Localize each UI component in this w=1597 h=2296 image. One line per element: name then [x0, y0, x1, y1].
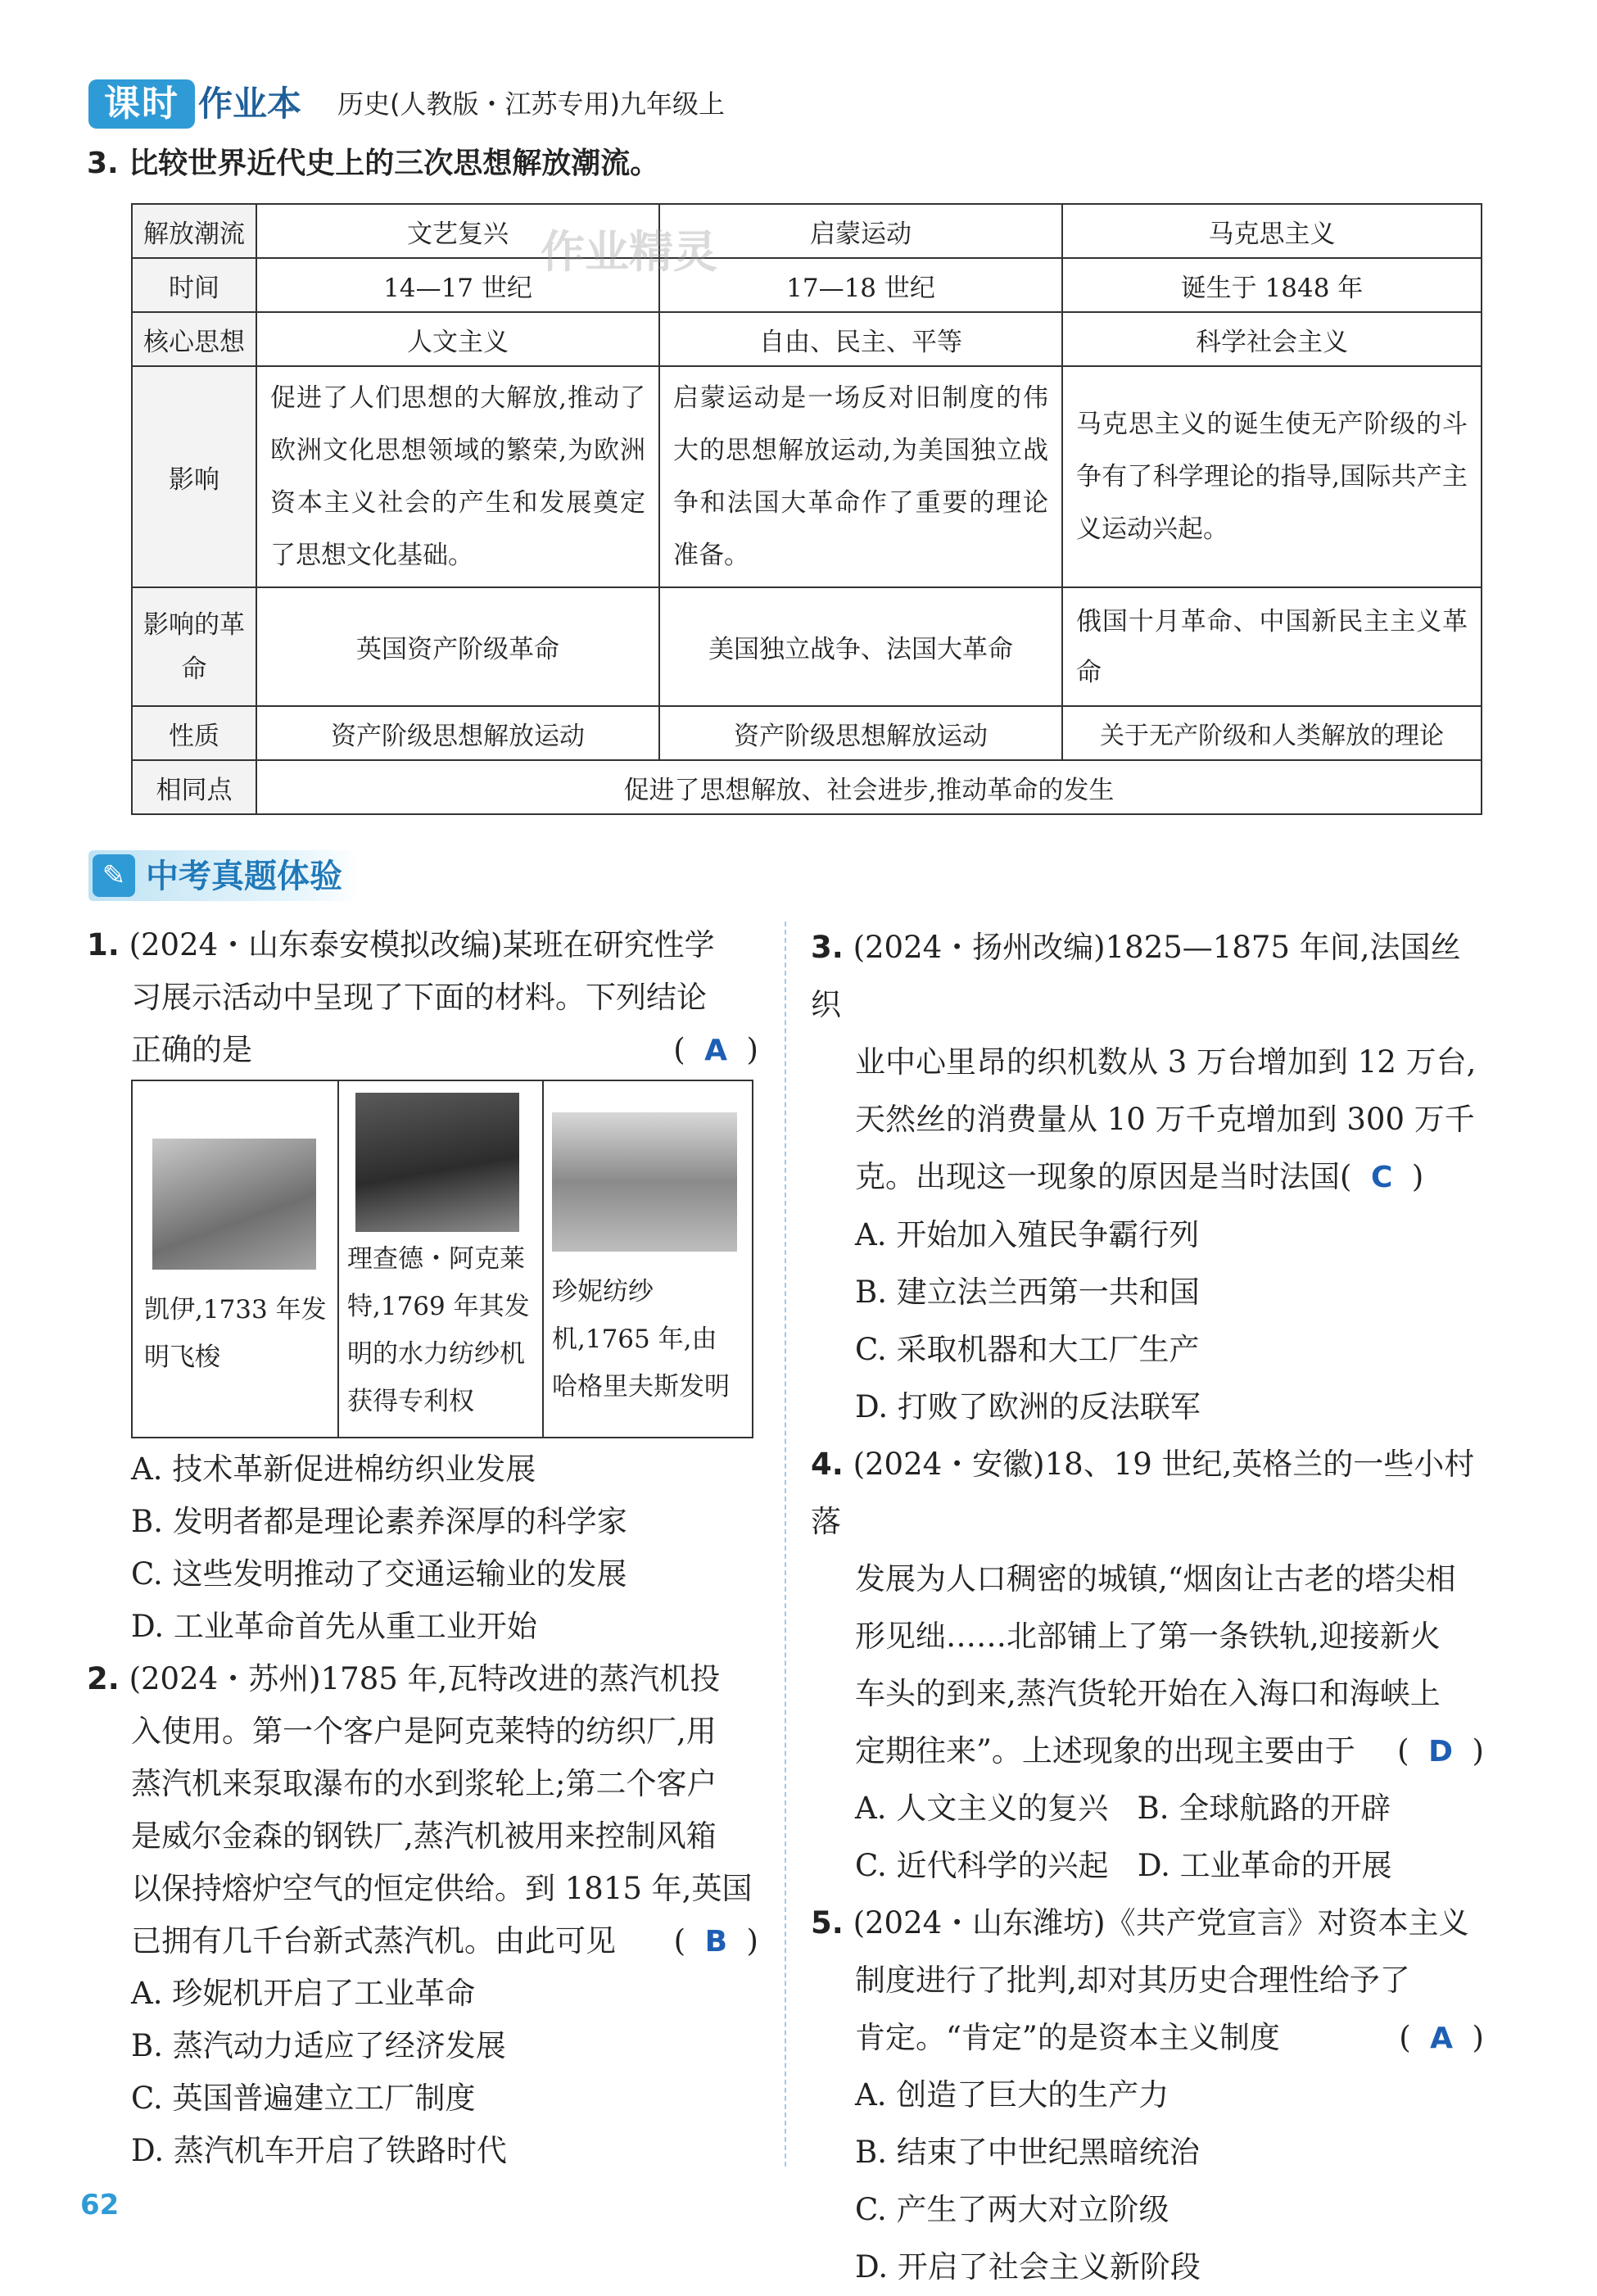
table-cell: 诞生于 1848 年: [1062, 258, 1482, 312]
question-stem: 正确的是: [131, 1032, 252, 1067]
answer-mark: C: [1370, 1161, 1393, 1194]
question-stem: 以保持熔炉空气的恒定供给。到 1815 年,英国: [131, 1871, 753, 1906]
question-stem: 业中心里昂的织机数从 3 万台增加到 12 万台,: [855, 1044, 1477, 1080]
image-cell: [337, 1081, 544, 1437]
option: C. 产生了两大对立阶级: [855, 2192, 1169, 2227]
image-caption: 理查德・阿克莱特,1769 年其发明的水力纺纱机获得专利权: [347, 1244, 530, 1416]
row-header: 时间: [132, 258, 256, 312]
option: D. 开启了社会主义新阶段: [855, 2249, 1201, 2285]
left-column-lower: [87, 1443, 758, 2177]
question-stem: 形见绌……北部铺上了第一条铁轨,迎接新火: [855, 1619, 1441, 1654]
question-number: 3.: [811, 930, 844, 965]
option: D. 工业革命首先从重工业开始: [131, 1609, 537, 1644]
question-1: 1. (2024・山东泰安模拟改编)某班在研究性学 习展示活动中呈现了下面的材料。下列结论 正确的是 ( A ): [87, 927, 758, 1067]
table-row: [132, 366, 1482, 587]
table-cell: 17—18 世纪: [659, 258, 1062, 312]
table-cell: 资产阶级思想解放运动: [256, 706, 659, 760]
table-cell: 关于无产阶级和人类解放的理论: [1062, 706, 1482, 760]
question-number: 2.: [87, 1661, 120, 1696]
option: A. 技术革新促进棉纺织业发展: [131, 1451, 536, 1487]
question-5: 5. (2024・山东潍坊)《共产党宣言》对资本主义 制度进行了批判,却对其历史合理性给予了 肯定。“肯定”的是资本主义制度 ( A ) A. 创造了巨大的生产力 B. 结束了中世纪黑暗统治 C. 产生了两大对立阶级 D. 开启了社会主义新阶段: [811, 1895, 1484, 2296]
row-header: 解放潮流: [132, 204, 256, 258]
answer-mark: A: [704, 1034, 728, 1067]
table-cell: 促进了思想解放、社会进步,推动革命的发生: [256, 760, 1482, 814]
question-number: 4.: [811, 1447, 844, 1482]
question-stem: 制度进行了批判,却对其历史合理性给予了: [855, 1963, 1410, 1998]
question-stem: 车头的到来,蒸汽货轮开始在入海口和海峡上: [855, 1676, 1441, 1711]
option: C. 采取机器和大工厂生产: [855, 1332, 1200, 1367]
table-cell: 马克思主义: [1062, 204, 1482, 258]
row-header: 影响的革命: [132, 587, 256, 706]
question-stem: (2024・安徽)18、19 世纪,英格兰的一些小村落: [811, 1447, 1475, 1539]
pencil-check-icon: ✎: [93, 854, 135, 897]
table-cell: 自由、民主、平等: [659, 312, 1062, 366]
table-cell: 资产阶级思想解放运动: [659, 706, 1062, 760]
table-cell: 启蒙运动是一场反对旧制度的伟大的思想解放运动,为美国独立战争和法国大革命作了重要的理论准备。: [659, 366, 1062, 587]
table-row: [132, 258, 1482, 312]
option: B. 结束了中世纪黑暗统治: [855, 2135, 1200, 2170]
portrait-arkwright-image: [355, 1093, 519, 1232]
question-stem: 蒸汽机来泵取瀑布的水到浆轮上;第二个客户: [131, 1766, 717, 1801]
question-4: 4. (2024・安徽)18、19 世纪,英格兰的一些小村落 发展为人口稠密的城镇,“烟囱让古老的塔尖相 形见绌……北部铺上了第一条铁轨,迎接新火 车头的到来,蒸汽货轮开始在入海口和海峡上 定期往来”。上述现象的出现主要由于 ( D ) A. 人文主义的复兴 B. 全球航路的开辟 C. 近代科学的兴起 D. 工业革命的开展: [811, 1447, 1484, 1883]
table-cell: 文艺复兴: [256, 204, 659, 258]
option: A. 创造了巨大的生产力: [855, 2077, 1169, 2113]
question-2: 2. (2024・苏州)1785 年,瓦特改进的蒸汽机投 入使用。第一个客户是阿克莱特的纺织厂,用 蒸汽机来泵取瀑布的水到浆轮上;第二个客户 是威尔金森的钢铁厂,蒸汽机被用来控制风箱 以保持熔炉空气的恒定供给。到 1815 年,英国 已拥有几千台新式蒸汽机。由此可见 ( B ) A. 珍妮机开启了工业革命 B. 蒸汽动力适应了经济发展 C. 英国普遍建立工厂制度 D. 蒸汽机车开启了铁路时代: [87, 1653, 758, 2177]
table-row: [132, 587, 1482, 706]
table-cell: 促进了人们思想的大解放,推动了欧洲文化思想领域的繁荣,为欧洲资本主义社会的产生和发展奠定了思想文化基础。: [256, 366, 659, 587]
question-stem: 已拥有几千台新式蒸汽机。由此可见: [131, 1923, 616, 1959]
table-row: [132, 706, 1482, 760]
table-cell: 英国资产阶级革命: [256, 587, 659, 706]
question-stem: (2024・山东泰安模拟改编)某班在研究性学: [129, 927, 715, 962]
question-stem: 入使用。第一个客户是阿克莱特的纺织厂,用: [131, 1714, 717, 1749]
brand-logo-text: 作业本: [198, 84, 302, 124]
table-cell: 科学社会主义: [1062, 312, 1482, 366]
question-stem: 发展为人口稠密的城镇,“烟囱让古老的塔尖相: [855, 1561, 1456, 1596]
question-stem: 习展示活动中呈现了下面的材料。下列结论: [131, 980, 707, 1015]
image-caption: 凯伊,1733 年发明飞梭: [144, 1295, 327, 1372]
question-stem: 天然丝的消费量从 10 万千克增加到 300 万千: [855, 1102, 1475, 1137]
question-3: 3. (2024・扬州改编)1825—1875 年间,法国丝织 业中心里昂的织机数从 3 万台增加到 12 万台, 天然丝的消费量从 10 万千克增加到 300 万千 克。出现这一现象的原因是当时法国( C ) A. 开始加入殖民争霸行列 B. 建立法兰西第一共和国 C. 采取机器和大工厂生产 D. 打败了欧洲的反法联军: [811, 919, 1484, 1436]
question-stem: (2024・扬州改编)1825—1875 年间,法国丝织: [811, 930, 1461, 1022]
table-cell: 俄国十月革命、中国新民主主义革命: [1062, 587, 1482, 706]
section-title: 中考真题体验: [146, 858, 342, 895]
question-stem: 克。出现这一现象的原因是当时法国: [855, 1159, 1340, 1194]
option: B. 蒸汽动力适应了经济发展: [131, 2028, 506, 2063]
question-3-title: 3. 比较世界近代史上的三次思想解放潮流。: [87, 147, 660, 180]
option: C. 英国普遍建立工厂制度: [131, 2081, 476, 2116]
right-column: [811, 919, 1484, 2296]
table-cell: 人文主义: [256, 312, 659, 366]
question-stem: (2024・山东潍坊)《共产党宣言》对资本主义: [853, 1905, 1469, 1941]
image-cell: [133, 1081, 339, 1437]
watermark: 作业精灵: [541, 226, 717, 278]
brand-logo-mark: 课时: [88, 79, 195, 129]
question-stem: 定期往来”。上述现象的出现主要由于: [855, 1733, 1355, 1768]
question-stem: 是威尔金森的钢铁厂,蒸汽机被用来控制风箱: [131, 1818, 717, 1854]
page-number: 62: [80, 2189, 120, 2221]
row-header: 影响: [132, 366, 256, 587]
option: B. 建立法兰西第一共和国: [855, 1275, 1200, 1310]
image-panel: [131, 1080, 753, 1438]
option: C. 这些发明推动了交通运输业的发展: [131, 1556, 627, 1592]
table-cell: 14—17 世纪: [256, 258, 659, 312]
option: D. 蒸汽机车开启了铁路时代: [131, 2133, 507, 2168]
option: C. 近代科学的兴起: [855, 1848, 1109, 1883]
subject-title: 历史(人教版・江苏专用)九年级上: [337, 88, 725, 120]
answer-mark: A: [1430, 2022, 1454, 2055]
image-caption: 珍妮纺纱机,1765 年,由哈格里夫斯发明: [552, 1277, 730, 1402]
left-column: [87, 919, 758, 1077]
row-header: 相同点: [132, 760, 256, 814]
table-cell: 启蒙运动: [659, 204, 1062, 258]
answer-mark: D: [1428, 1735, 1454, 1768]
table-row: [132, 312, 1482, 366]
answer-mark: B: [704, 1925, 728, 1959]
row-header: 核心思想: [132, 312, 256, 366]
question-stem: (2024・苏州)1785 年,瓦特改进的蒸汽机投: [129, 1661, 721, 1696]
portrait-kay-image: [152, 1139, 316, 1270]
option: A. 人文主义的复兴: [855, 1791, 1109, 1826]
table-row: [132, 760, 1482, 814]
image-cell: [542, 1081, 750, 1437]
comparison-table: [131, 203, 1482, 815]
column-divider: [785, 922, 786, 2167]
question-number: 1.: [87, 927, 120, 962]
option: D. 工业革命的开展: [1137, 1848, 1392, 1883]
table-cell: 美国独立战争、法国大革命: [659, 587, 1062, 706]
option: B. 全球航路的开辟: [1137, 1791, 1391, 1826]
table-row: [132, 204, 1482, 258]
row-header: 性质: [132, 706, 256, 760]
option: A. 开始加入殖民争霸行列: [855, 1217, 1200, 1252]
question-stem: 肯定。“肯定”的是资本主义制度: [855, 2020, 1280, 2055]
option: A. 珍妮机开启了工业革命: [131, 1976, 476, 2011]
option: D. 打败了欧洲的反法联军: [855, 1389, 1201, 1424]
spinning-jenny-image: [552, 1112, 737, 1252]
table-cell: 马克思主义的诞生使无产阶级的斗争有了科学理论的指导,国际共产主义运动兴起。: [1062, 366, 1482, 587]
option: B. 发明者都是理论素养深厚的科学家: [131, 1504, 627, 1539]
question-number: 5.: [811, 1905, 844, 1941]
